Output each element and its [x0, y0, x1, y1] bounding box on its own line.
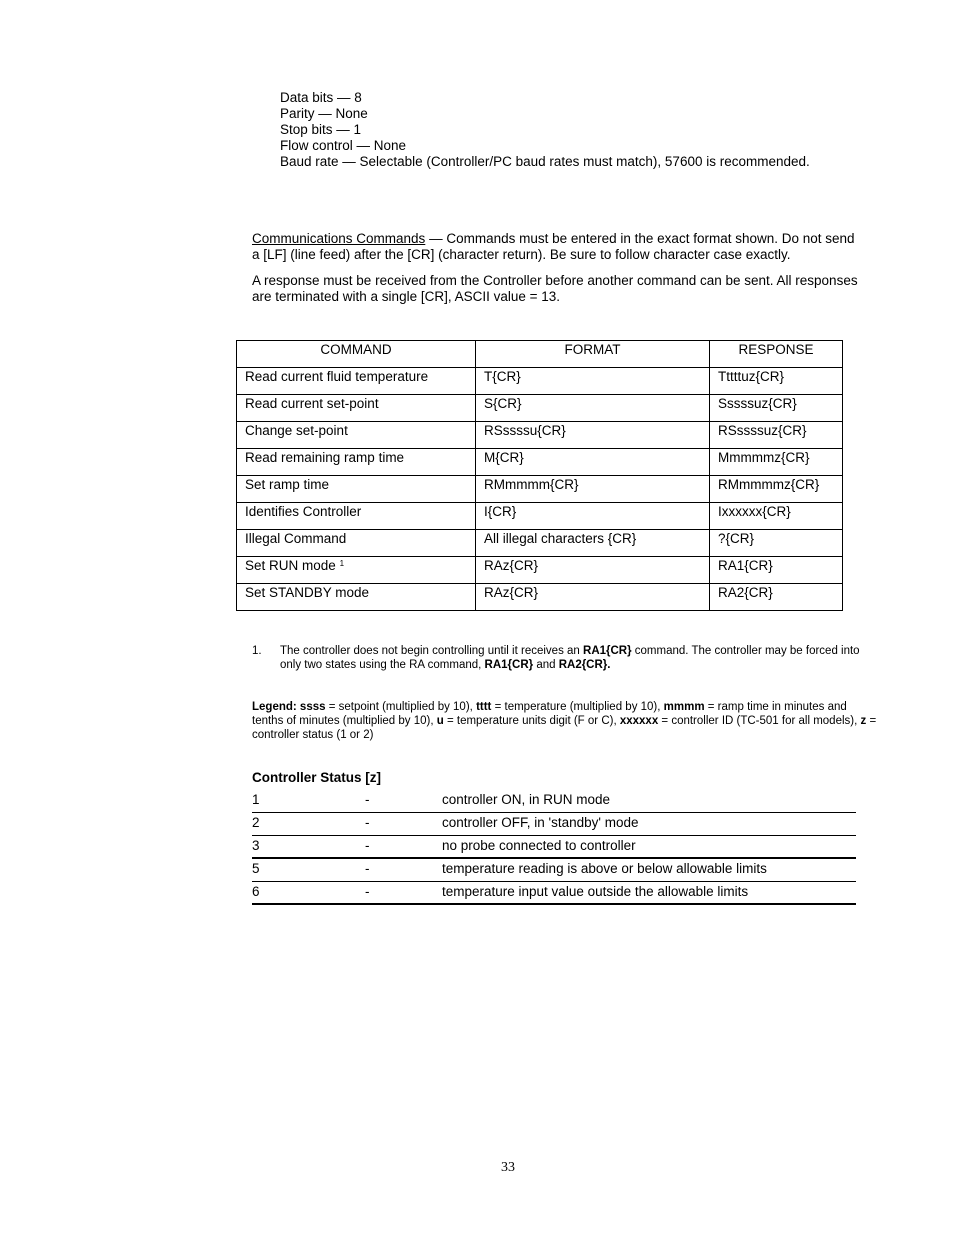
legend-key: ssss — [296, 701, 326, 713]
cell-response: Tttttuz{CR} — [710, 368, 843, 395]
legend-value: = controller status (1 or 2) — [252, 715, 877, 741]
table-row — [237, 395, 843, 422]
cell-format: RMmmmm{CR} — [476, 476, 710, 503]
cell-command: Set STANDBY mode — [237, 584, 476, 611]
status-row — [252, 813, 856, 836]
cell-response: ?{CR} — [710, 530, 843, 557]
comm-intro-text: — Commands must be entered in the exact format shown. Do not send a [LF] (line feed) after the [CR] (character return). Be sure to follow character case exactly. — [252, 231, 855, 262]
status-code: 2 — [252, 815, 260, 830]
cell-format: S{CR} — [476, 395, 710, 422]
cell-response: Mmmmmz{CR} — [710, 449, 843, 476]
table-row — [237, 368, 843, 395]
setting-flow-control: Flow control — None — [280, 138, 407, 153]
footnote-number: 1. — [252, 645, 262, 657]
table-row — [237, 449, 843, 476]
serial-settings-list — [280, 90, 810, 170]
cell-command — [237, 557, 476, 584]
legend — [252, 700, 877, 742]
legend-label: Legend: — [252, 701, 297, 713]
cell-response: RA1{CR} — [710, 557, 843, 584]
status-desc: no probe connected to controller — [442, 838, 636, 853]
footnote-marker: 1 — [339, 559, 345, 568]
table-row — [237, 422, 843, 449]
setting-parity: Parity — None — [280, 106, 368, 121]
command-table — [236, 340, 843, 611]
header-format: FORMAT — [476, 341, 710, 368]
status-list — [252, 790, 856, 905]
setting-stop-bits: Stop bits — 1 — [280, 122, 362, 137]
comm-intro — [252, 231, 862, 263]
status-dash: - — [365, 792, 370, 807]
setting-baud-rate: Baud rate — Selectable (Controller/PC baud rates must match), 57600 is recommended. — [280, 154, 810, 169]
footnote-bold: RA1{CR} — [484, 659, 534, 671]
legend-key: u — [436, 715, 444, 727]
status-row — [252, 859, 856, 882]
legend-key: z — [860, 715, 867, 727]
cell-command: Set ramp time — [237, 476, 476, 503]
cell-format: M{CR} — [476, 449, 710, 476]
legend-key: tttt — [476, 701, 492, 713]
status-row — [252, 882, 856, 905]
cell-command: Identifies Controller — [237, 503, 476, 530]
comm-response-note: A response must be received from the Controller before another command can be sent. All responses are terminated with a single [CR], ASCII value = 13. — [252, 273, 858, 304]
status-title: Controller Status [z] — [252, 770, 382, 785]
status-row — [252, 836, 856, 859]
cell-response: RSssssuz{CR} — [710, 422, 843, 449]
status-desc: controller ON, in RUN mode — [442, 792, 611, 807]
status-dash: - — [365, 884, 370, 899]
cell-format: RAz{CR} — [476, 557, 710, 584]
table-header-row — [237, 341, 843, 368]
table-row — [237, 476, 843, 503]
table-row — [237, 530, 843, 557]
footnote-part: and — [533, 659, 559, 671]
legend-value: = temperature (multiplied by 10), — [491, 701, 664, 713]
cell-response: RMmmmmz{CR} — [710, 476, 843, 503]
status-desc: temperature input value outside the allowable limits — [442, 884, 749, 899]
communications-section — [252, 231, 862, 315]
table-row — [237, 557, 843, 584]
cell-command: Read current set-point — [237, 395, 476, 422]
cell-response: Sssssuz{CR} — [710, 395, 843, 422]
status-dash: - — [365, 838, 370, 853]
cell-format: All illegal characters {CR} — [476, 530, 710, 557]
legend-value: = ramp time in minutes and tenths of minutes (multiplied by 10), — [252, 701, 847, 727]
footnote-part: command. The controller may be forced into only two states using the RA command, — [280, 645, 860, 671]
status-desc: temperature reading is above or below allowable limits — [442, 861, 767, 876]
cell-format: T{CR} — [476, 368, 710, 395]
table-row — [237, 584, 843, 611]
page-number: 33 — [501, 1160, 515, 1175]
status-code: 6 — [252, 884, 260, 899]
cell-response: RA2{CR} — [710, 584, 843, 611]
cell-command: Read current fluid temperature — [237, 368, 476, 395]
legend-key: xxxxxx — [619, 715, 659, 727]
legend-value: = temperature units digit (F or C), — [443, 715, 620, 727]
legend-key: mmmm — [663, 701, 705, 713]
header-response: RESPONSE — [710, 341, 843, 368]
cell-command: Illegal Command — [237, 530, 476, 557]
status-code: 5 — [252, 861, 260, 876]
setting-data-bits: Data bits — 8 — [280, 90, 362, 105]
cell-command: Read remaining ramp time — [237, 449, 476, 476]
cell-format: RSssssu{CR} — [476, 422, 710, 449]
status-code: 1 — [252, 792, 260, 807]
legend-value: = setpoint (multiplied by 10), — [325, 701, 477, 713]
footnote-text — [280, 644, 862, 672]
status-dash: - — [365, 815, 370, 830]
footnote-bold: RA2{CR}. — [558, 659, 611, 671]
status-desc: controller OFF, in 'standby' mode — [442, 815, 639, 830]
footnote-part: The controller does not begin controlling until it receives an — [280, 645, 584, 657]
legend-value: = controller ID (TC-501 for all models), — [658, 715, 861, 727]
footnote — [252, 644, 862, 672]
status-row — [252, 790, 856, 813]
status-code: 3 — [252, 838, 260, 853]
status-dash: - — [365, 861, 370, 876]
cell-format: RAz{CR} — [476, 584, 710, 611]
header-command: COMMAND — [237, 341, 476, 368]
comm-heading: Communications Commands — [252, 231, 426, 246]
cell-format: I{CR} — [476, 503, 710, 530]
cell-command-text: Set RUN mode — [245, 558, 336, 573]
cell-response: Ixxxxxx{CR} — [710, 503, 843, 530]
footnote-bold: RA1{CR} — [583, 645, 632, 657]
table-row — [237, 503, 843, 530]
cell-command: Change set-point — [237, 422, 476, 449]
